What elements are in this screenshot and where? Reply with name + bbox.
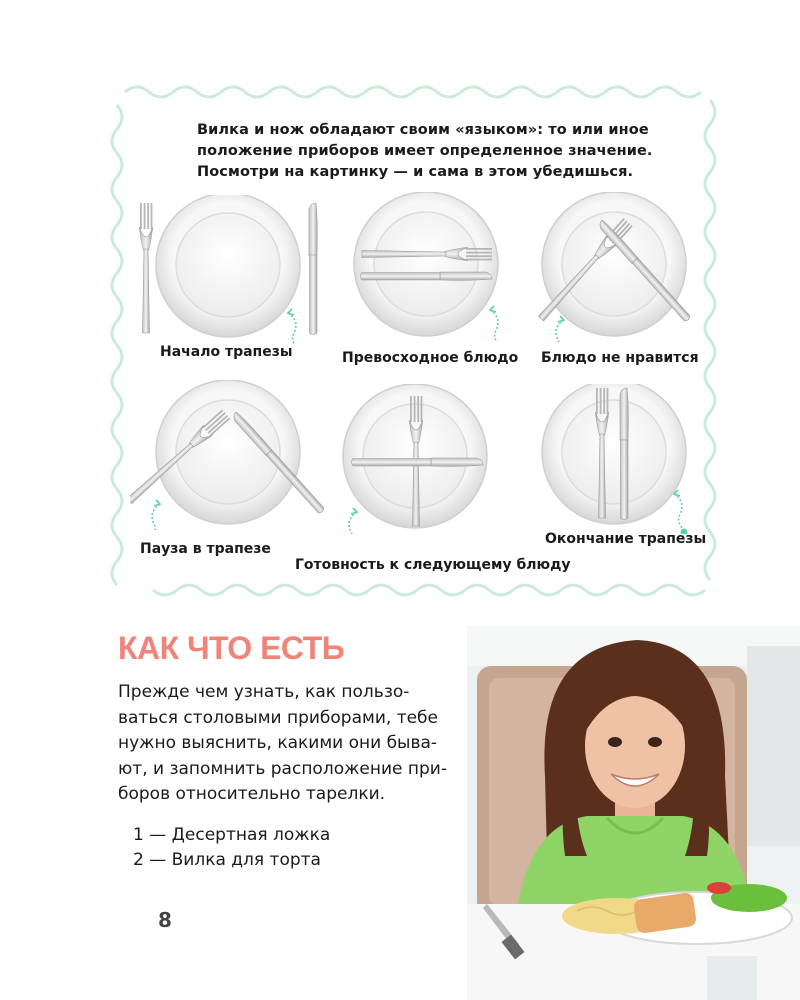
- plate-dislike: [528, 192, 698, 342]
- list-item: 2 — Вилка для торта: [133, 850, 321, 870]
- body-line: боров относительно тарелки.: [118, 784, 386, 804]
- caption-pause: Пауза в трапезе: [140, 541, 271, 557]
- caption-next: Готовность к следующему блюду: [295, 557, 571, 573]
- plate-pause: [130, 380, 330, 530]
- body-line: нужно выяснить, какими они быва-: [118, 733, 438, 753]
- plate-start: [130, 195, 330, 345]
- page-number: 8: [158, 908, 172, 932]
- intro-line: Посмотри на картинку — и сама в этом убедишься.: [197, 164, 634, 180]
- cutlery-list: [133, 823, 330, 873]
- caption-start: Начало трапезы: [160, 344, 293, 360]
- plate-excellent: [340, 192, 530, 342]
- body-line: ют, и запомнить расположение при-: [118, 758, 447, 779]
- caption-dislike: Блюдо не нравится: [541, 350, 699, 366]
- section-title: КАК ЧТО ЕСТЬ: [118, 630, 345, 666]
- caption-excellent: Превосходное блюдо: [342, 350, 519, 366]
- body-line: Прежде чем узнать, как пользо-: [118, 682, 410, 702]
- plate-next: [335, 384, 505, 534]
- intro-text: [197, 120, 653, 183]
- intro-line: Вилка и нож обладают своим «языком»: то или иное: [197, 122, 649, 138]
- intro-line: положение приборов имеет определенное значение.: [197, 143, 653, 159]
- girl-photo: [467, 626, 800, 1000]
- body-line: ваться столовыми приборами, тебе: [118, 707, 439, 728]
- section-body: [118, 680, 448, 808]
- plate-finish: [528, 384, 718, 534]
- caption-finish: Окончание трапезы: [545, 531, 707, 547]
- list-item: 1 — Десертная ложка: [133, 825, 331, 845]
